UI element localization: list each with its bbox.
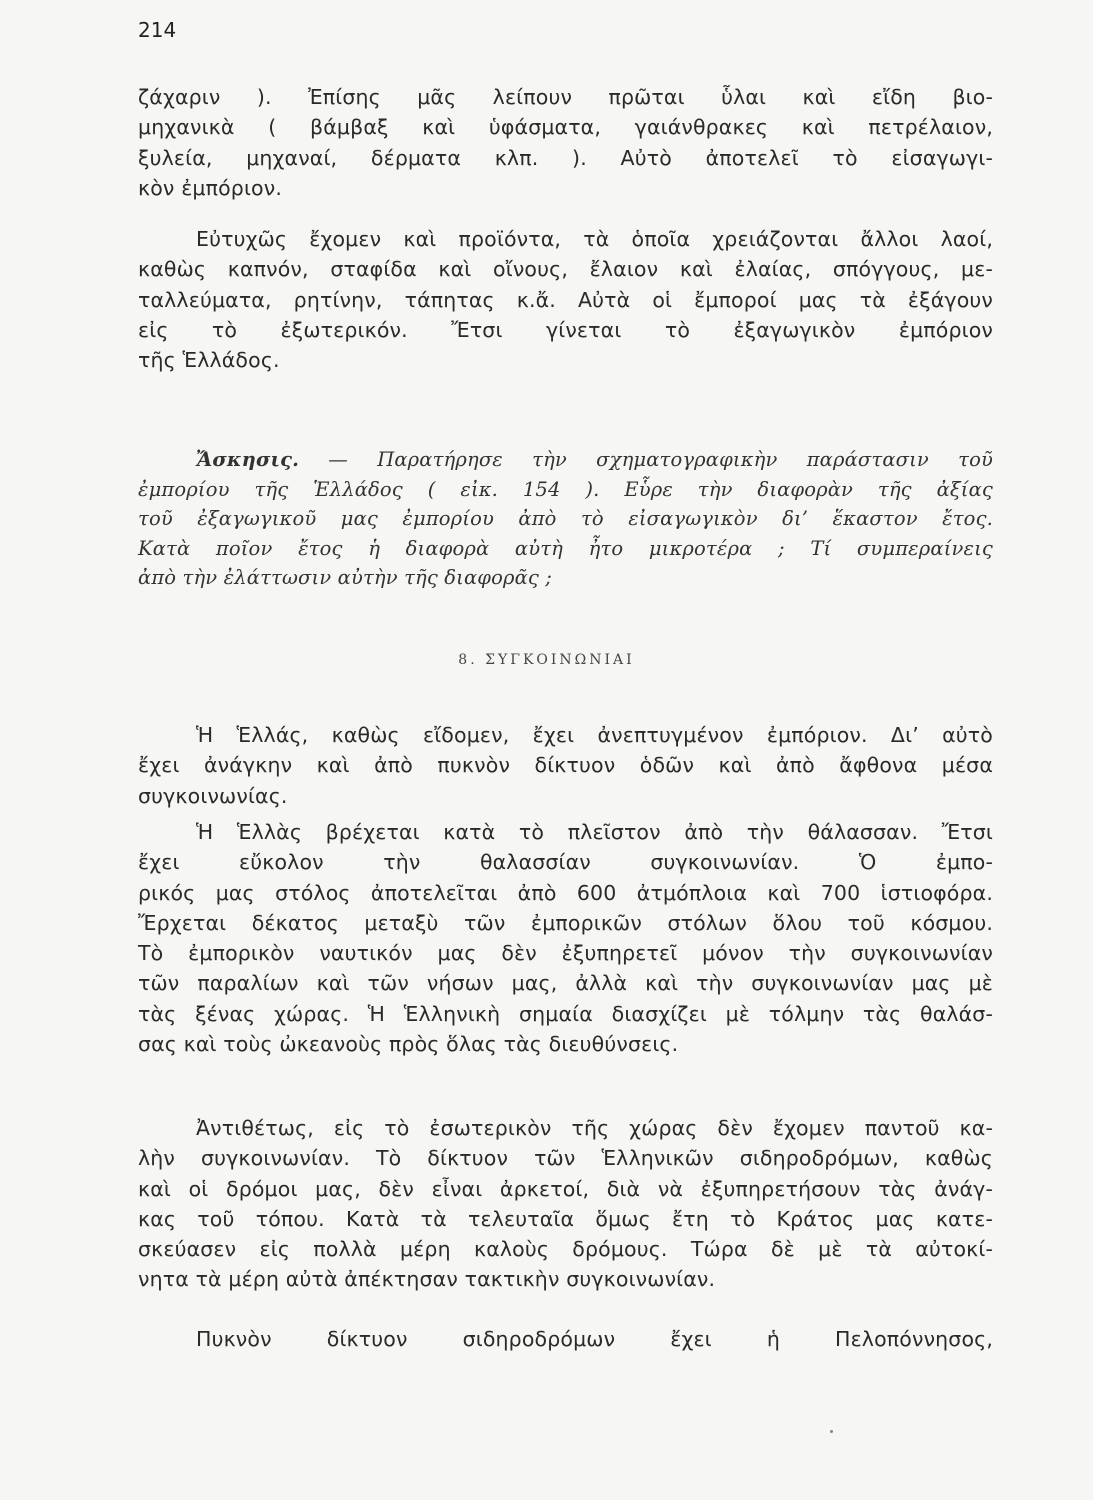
paragraph-railways: [138, 1324, 993, 1354]
text-line: Ἔρχεται δέκατος μεταξὺ τῶν ἐμπορικῶν στόλων ὅλου τοῦ κόσμου.: [138, 910, 993, 935]
text-line: εἰς τὸ ἐξωτερικόν. Ἔτσι γίνεται τὸ ἐξαγωγικὸν ἐμπόριον: [138, 317, 993, 342]
text-line: σκεύασεν εἰς πολλὰ μέρη καλοὺς δρόμους. Τώρα δὲ μὲ τὰ αὐτοκί-: [138, 1237, 993, 1262]
section-heading: 8. ΣΥΓΚΟΙΝΩΝΙΑΙ: [458, 652, 635, 668]
text-line: λὴν συγκοινωνίαν. Τὸ δίκτυον τῶν Ἑλληνικῶν σιδηροδρόμων, καθὼς: [138, 1146, 993, 1171]
text-line: κὸν ἐμπόριον.: [138, 175, 283, 200]
text-line: Ἡ Ἑλλάς, καθὼς εἴδομεν, ἔχει ἀνεπτυγμένον ἐμπόριον. Δι’ αὐτὸ: [196, 723, 993, 747]
text-line: τῆς Ἑλλάδος.: [138, 348, 280, 373]
exercise-line: ἀπὸ τὴν ἐλάττωσιν αὐτὴν τῆς διαφορᾶς ;: [138, 566, 553, 589]
paragraph-exports: [138, 224, 993, 375]
text-line: ταλλεύματα, ρητίνην, τάπητας κ.ἄ. Αὐτὰ οἱ ἔμποροί μας τὰ ἐξάγουν: [138, 287, 993, 312]
text-line: ἔχει εὔκολον τὴν θαλασσίαν συγκοινωνίαν. Ὁ ἐμπο-: [138, 850, 993, 875]
paragraph-imports: [138, 82, 993, 203]
text-line: Εὐτυχῶς ἔχομεν καὶ προϊόντα, τὰ ὁποῖα χρειάζονται ἄλλοι λαοί,: [196, 227, 993, 251]
text-line: τὰς ξένας χώρας. Ἡ Ἑλληνικὴ σημαία διασχίζει μὲ τόλμην τὰς θαλάσ-: [138, 1001, 993, 1026]
text-line: τῶν παραλίων καὶ τῶν νήσων μας, ἀλλὰ καὶ τὴν συγκοινωνίαν μας μὲ: [138, 971, 993, 996]
text-line: Ἀντιθέτως, εἰς τὸ ἐσωτερικὸν τῆς χώρας δὲν ἔχομεν παντοῦ κα-: [196, 1116, 993, 1140]
text-line: ζάχαριν ). Ἐπίσης μᾶς λείπουν πρῶται ὗλαι καὶ εἴδη βιο-: [138, 85, 993, 109]
exercise-heading: Ἄσκησις.: [196, 448, 300, 471]
text-line: καὶ οἱ δρόμοι μας, δὲν εἶναι ἀρκετοί, διὰ νὰ ἐξυπηρετήσουν τὰς ἀνάγ-: [138, 1176, 993, 1201]
text-line: μηχανικὰ ( βάμβαξ καὶ ὑφάσματα, γαιάνθρακες καὶ πετρέλαιον,: [138, 115, 993, 140]
text-line: Ἡ Ἑλλὰς βρέχεται κατὰ τὸ πλεῖστον ἀπὸ τὴν θάλασσαν. Ἔτσι: [196, 820, 993, 844]
exercise-line: Κατὰ ποῖον ἔτος ἡ διαφορὰ αὐτὴ ἦτο μικροτέρα ; Τί συμπεραίνεις: [138, 536, 993, 560]
exercise-text: — Παρατήρησε τὴν σχηματογραφικὴν παράστασιν τοῦ: [299, 448, 993, 471]
page-number: 214: [138, 18, 177, 42]
text-line: κας τοῦ τόπου. Κατὰ τὰ τελευταῖα ὅμως ἔτη τὸ Κράτος μας κατε-: [138, 1206, 993, 1231]
exercise-line: [138, 445, 993, 475]
text-line: ρικός μας στόλος ἀποτελεῖται ἀπὸ 600 ἀτμόπλοια καὶ 700 ἱστιοφόρα.: [138, 880, 993, 905]
paragraph-inland-transport: [138, 1113, 993, 1295]
text-line: ξυλεία, μηχαναί, δέρματα κλπ. ). Αὐτὸ ἀποτελεῖ τὸ εἰσαγωγι-: [138, 145, 993, 170]
text-line: νητα τὰ μέρη αὐτὰ ἀπέκτησαν τακτικὴν συγκοινωνίαν.: [138, 1267, 716, 1292]
text-line: σας καὶ τοὺς ὠκεανοὺς πρὸς ὅλας τὰς διευθύνσεις.: [138, 1032, 679, 1057]
text-line: συγκοινωνίας.: [138, 783, 288, 808]
exercise-line: ἐμπορίου τῆς Ἑλλάδος ( εἰκ. 154 ). Εὗρε τὴν διαφορὰν τῆς ἀξίας: [138, 477, 993, 501]
exercise-line: τοῦ ἐξαγωγικοῦ μας ἐμπορίου ἀπὸ τὸ εἰσαγωγικὸν δι’ ἕκαστον ἔτος.: [138, 507, 993, 530]
paragraph-sea-transport: [138, 817, 993, 1059]
text-line: Πυκνὸν δίκτυον σιδηροδρόμων ἔχει ἡ Πελοπόννησος,: [196, 1327, 993, 1351]
text-line: Τὸ ἐμπορικὸν ναυτικόν μας δὲν ἐξυπηρετεῖ μόνον τὴν συγκοινωνίαν: [138, 941, 993, 966]
speck-mark: [830, 1430, 833, 1433]
exercise-block: [138, 445, 993, 593]
paragraph-commerce: [138, 720, 993, 811]
text-line: ἔχει ἀνάγκην καὶ ἀπὸ πυκνὸν δίκτυον ὁδῶν καὶ ἀπὸ ἄφθονα μέσα: [138, 753, 993, 778]
text-line: καθὼς καπνόν, σταφίδα καὶ οἴνους, ἔλαιον καὶ ἐλαίας, σπόγγους, με-: [138, 257, 993, 282]
